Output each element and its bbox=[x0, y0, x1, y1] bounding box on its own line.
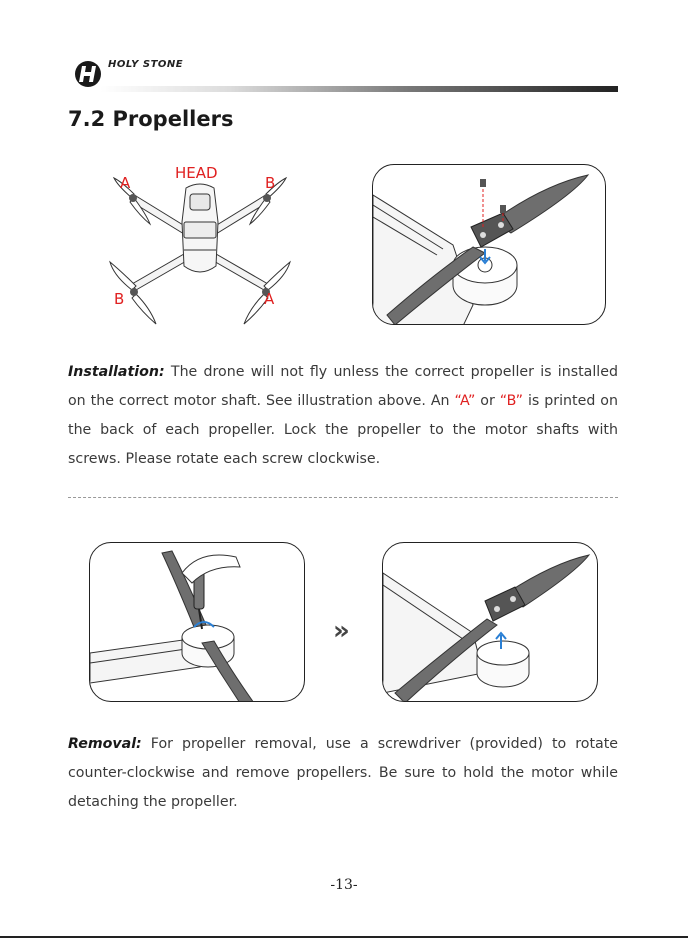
installation-paragraph bbox=[68, 358, 618, 474]
removal-text: For propeller removal, use a screwdriver (provided) to rotate counter-clockwise and remove propellers. Be sure to hold the motor while detaching the propeller. bbox=[68, 736, 618, 810]
removal-screwdriver-panel bbox=[89, 542, 305, 702]
install-closeup-illustration bbox=[373, 165, 606, 325]
removal-lift-illustration bbox=[383, 543, 598, 702]
brand-name: HOLY STONE bbox=[108, 59, 184, 70]
label-a-front-left: A bbox=[120, 174, 131, 192]
propeller-rear-left-blade-2 bbox=[132, 294, 156, 324]
header-rule bbox=[100, 86, 618, 92]
drone-body bbox=[182, 184, 218, 272]
screws bbox=[480, 179, 506, 213]
section-title: 7.2 Propellers bbox=[68, 107, 234, 131]
hand-illustration bbox=[182, 555, 240, 583]
motor-front-left bbox=[129, 194, 137, 202]
installation-mark-a: “A” bbox=[454, 393, 476, 409]
propeller-hub bbox=[471, 213, 513, 247]
section-divider bbox=[68, 497, 618, 498]
installation-mark-b: “B” bbox=[499, 393, 523, 409]
label-head: HEAD bbox=[175, 164, 218, 182]
next-step-chevron-icon: » bbox=[333, 616, 350, 646]
page-number: -13- bbox=[330, 877, 358, 893]
arm-rear-left bbox=[132, 254, 188, 290]
installation-text-1: The drone will not fly unless the correct propeller is installed on the correct motor shaft. See illustration above. An bbox=[68, 364, 618, 409]
page-bottom-rule bbox=[0, 936, 688, 938]
motor-rear-left bbox=[130, 288, 138, 296]
installation-text-3: is printed on the back of each propeller. Lock the propeller to the motor shafts with screws. Please rotate each screw clockwise. bbox=[68, 393, 618, 467]
motor-front-right bbox=[263, 194, 271, 202]
label-b-rear-left: B bbox=[114, 290, 125, 308]
propeller-rear-left-blade-1 bbox=[110, 262, 136, 290]
label-b-front-right: B bbox=[265, 174, 276, 192]
installation-text-2: or bbox=[475, 393, 500, 409]
removal-screwdriver-illustration bbox=[90, 543, 305, 702]
removal-paragraph bbox=[68, 730, 618, 817]
installation-lead: Installation: bbox=[68, 364, 165, 380]
install-closeup-panel bbox=[372, 164, 606, 325]
label-a-rear-right: A bbox=[264, 290, 275, 308]
propeller-rear-right-blade-1 bbox=[264, 262, 290, 290]
drone-propeller-layout-diagram bbox=[100, 158, 300, 328]
arm-rear-right bbox=[212, 254, 268, 290]
removal-lead: Removal: bbox=[68, 736, 142, 752]
removal-lift-panel bbox=[382, 542, 598, 702]
